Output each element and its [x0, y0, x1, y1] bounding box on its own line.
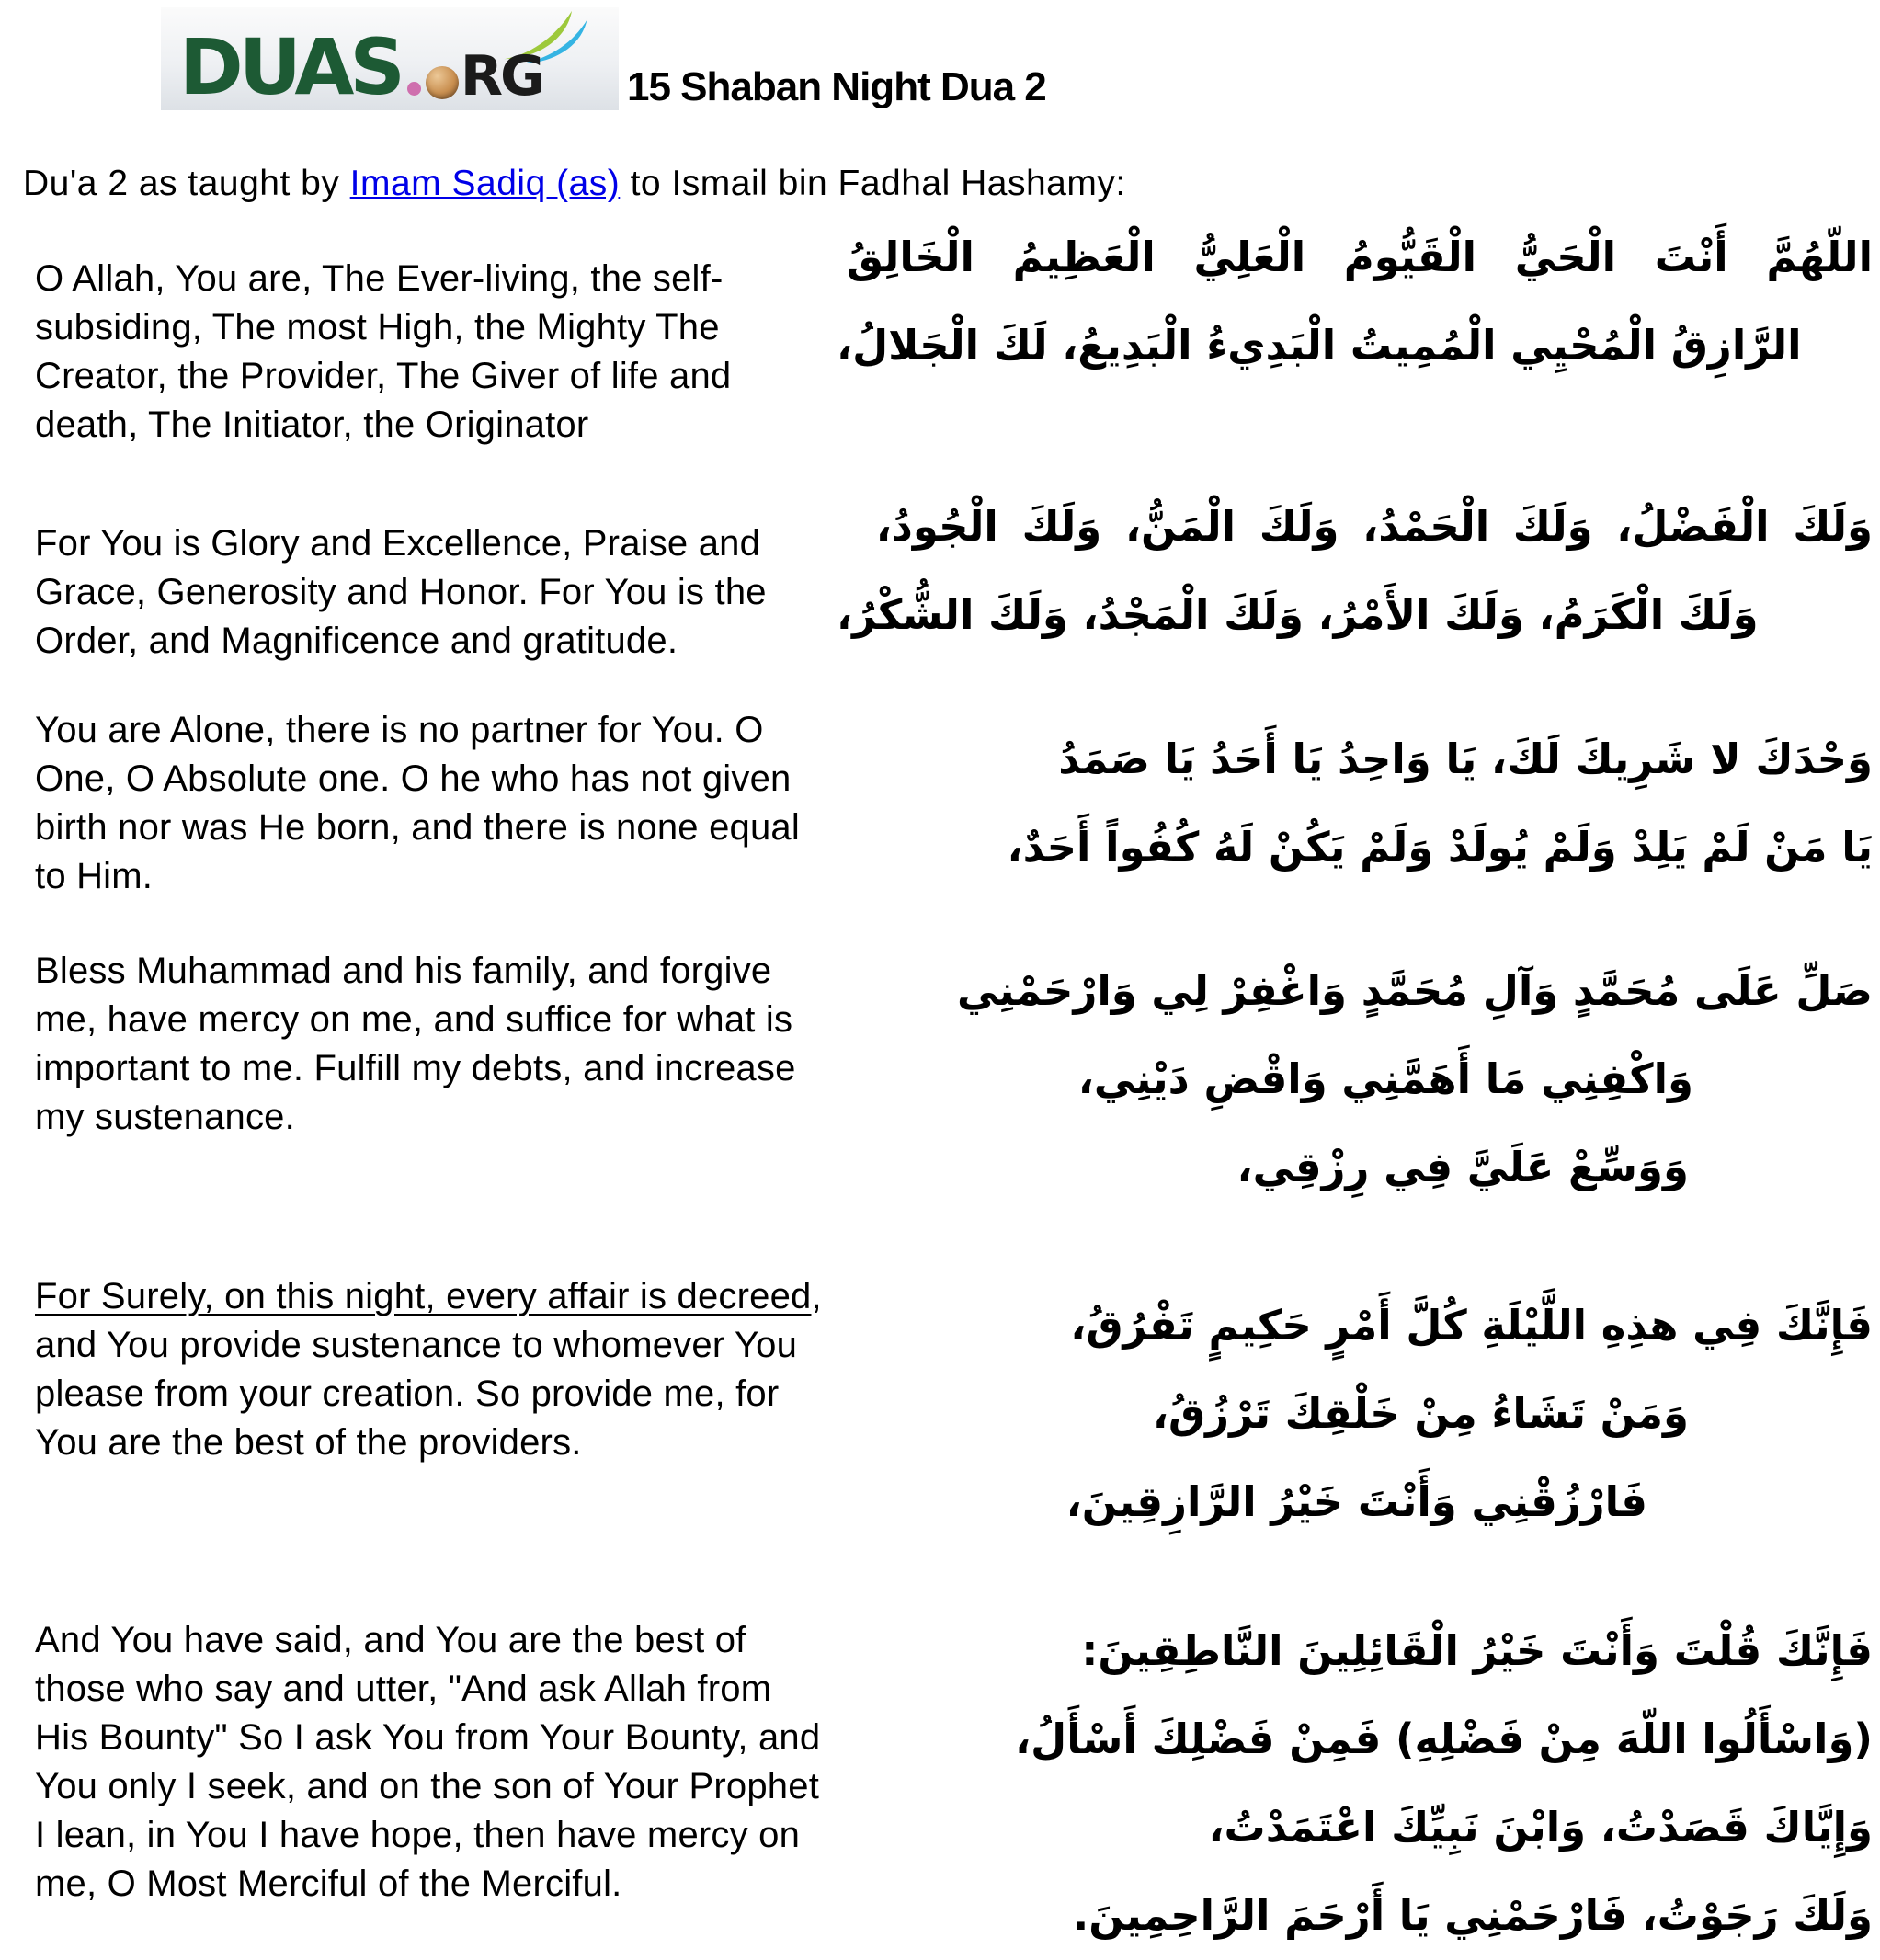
duas-org-logo[interactable] [161, 7, 619, 110]
arabic-text [827, 483, 1880, 659]
arabic-dua-line: وَحْدَكَ لا شَرِيكَ لَكَ، يَا وَاحِدُ يَا أَحَدُ يَا صَمَدُ [1058, 735, 1873, 783]
imam-sadiq-link[interactable]: Imam Sadiq (as) [349, 164, 621, 203]
arabic-dua-line: صَلِّ عَلَى مُحَمَّدٍ وَآلِ مُحَمَّدٍ وَاغْفِرْ لِي وَارْحَمْنِي [956, 966, 1873, 1015]
arabic-text [827, 1607, 1880, 1960]
english-translation: For You is Glory and Excellence, Praise and Grace, Generosity and Honor. For You is the Order, and Magnificence and gratitude. [35, 523, 767, 661]
arabic-dua-line: فَإِنَّكَ قُلْتَ وَأَنْتَ خَيْرُ الْقَائِلِينَ النَّاطِقِينَ: [1081, 1626, 1873, 1675]
english-translation: Bless Muhammad and his family, and forgive me, have mercy on me, and suffice for what is important to me. Fulfill my debts, and increase my sustenance. [35, 951, 796, 1137]
intro-prefix: Du'a 2 as taught by [23, 164, 350, 203]
logo-word: DUAS [179, 21, 401, 112]
arabic-dua-line: فَإِنَّكَ فِي هذِهِ اللَّيْلَةِ كُلَّ أَمْرٍ حَكِيمٍ تَفْرُقُ، [1070, 1301, 1873, 1350]
english-translation [0, 1272, 827, 1467]
arabic-text [827, 715, 1880, 892]
dua-section-row [0, 1272, 1880, 1546]
page-title: 15 Shaban Night Dua 2 [627, 64, 1046, 109]
dua-section-row [0, 483, 1880, 666]
arabic-text [827, 213, 1880, 390]
arabic-dua-line: وَوَسِّعْ عَلَيَّ فِي رِزْقِي، [1236, 1143, 1689, 1191]
dua-section-row [0, 706, 1880, 901]
arabic-dua-line: وَاكْفِنِي مَا أَهَمَّنِي وَاقْضِ دَيْنِي، [1077, 1054, 1693, 1103]
logo-dot-icon [407, 82, 421, 96]
dua-section-row [0, 947, 1880, 1212]
english-rest: , and You provide sustenance to whomever You please from your creation. So provide me, for You are the best of the providers. [35, 1276, 822, 1463]
arabic-dua-line: (وَاسْأَلُوا اللّهَ مِنْ فَضْلِهِ) فَمِنْ فَضْلِكَ أَسْأَلُ، [1015, 1715, 1873, 1763]
logo-suffix: RG [460, 44, 543, 108]
arabic-dua-line: وَلَكَ الْكَرَمُ، وَلَكَ الأَمْرُ، وَلَكَ الْمَجْدُ، وَلَكَ الشُّكْرُ، [837, 590, 1759, 639]
english-translation: And You have said, and You are the best of those who say and utter, "And ask Allah from His Bounty" So I ask You from Your Bounty, and You only I seek, and on the son of Your Prophet I lean, in You I have hope, then have mercy on me, O Most Merciful of the Merciful. [35, 1620, 821, 1904]
intro-text [23, 164, 1126, 204]
arabic-dua-line: اللّهُمَّ أَنْتَ الْحَيُّ الْقَيُّومُ الْعَلِيُّ الْعَظِيمُ الْخَالِقُ [846, 233, 1873, 281]
arabic-dua-line: يَا مَنْ لَمْ يَلِدْ وَلَمْ يُولَدْ وَلَمْ يَكُنْ لَهُ كُفُواً أَحَدٌ، [1007, 823, 1873, 872]
dua-section-row [0, 213, 1880, 450]
arabic-text [827, 1282, 1880, 1546]
logo-text [179, 21, 543, 112]
arabic-dua-line: وَلَكَ رَجَوْتُ، فَارْحَمْنِي يَا أَرْحَمَ الرَّاحِمِينَ. [1073, 1891, 1873, 1940]
logo-globe-icon [426, 66, 459, 99]
arabic-dua-line: وَمَنْ تَشَاءُ مِنْ خَلْقِكَ تَرْزُقُ، [1152, 1389, 1689, 1438]
intro-suffix: to Ismail bin Fadhal Hashamy: [620, 164, 1126, 203]
arabic-dua-line: فَارْزُقْنِي وَأَنْتَ خَيْرُ الرَّازِقِينَ، [1065, 1477, 1647, 1526]
arabic-dua-line: وَلَكَ الْفَضْلُ، وَلَكَ الْحَمْدُ، وَلَكَ الْمَنُّ، وَلَكَ الْجُودُ، [875, 502, 1873, 551]
arabic-text [827, 947, 1880, 1212]
english-translation: You are Alone, there is no partner for You. O One, O Absolute one. O he who has not given birth nor was He born, and there is none equal to Him. [35, 710, 800, 896]
dua-content [0, 213, 1880, 1960]
arabic-dua-line: الرَّازِقُ الْمُحْيِي الْمُمِيتُ الْبَدِيءُ الْبَدِيعُ، لَكَ الْجَلالُ، [837, 321, 1802, 370]
dua-section-row [0, 1607, 1880, 1960]
arabic-dua-line: وَإِيَّاكَ قَصَدْتُ، وَابْنَ نَبِيِّكَ اعْتَمَدْتُ، [1208, 1803, 1873, 1852]
english-underlined-phrase: For Surely, on this night, every affair is decreed [35, 1276, 812, 1316]
english-translation: O Allah, You are, The Ever-living, the self-subsiding, The most High, the Mighty The Creator, the Provider, The Giver of life and death, The Initiator, the Originator [35, 258, 732, 445]
